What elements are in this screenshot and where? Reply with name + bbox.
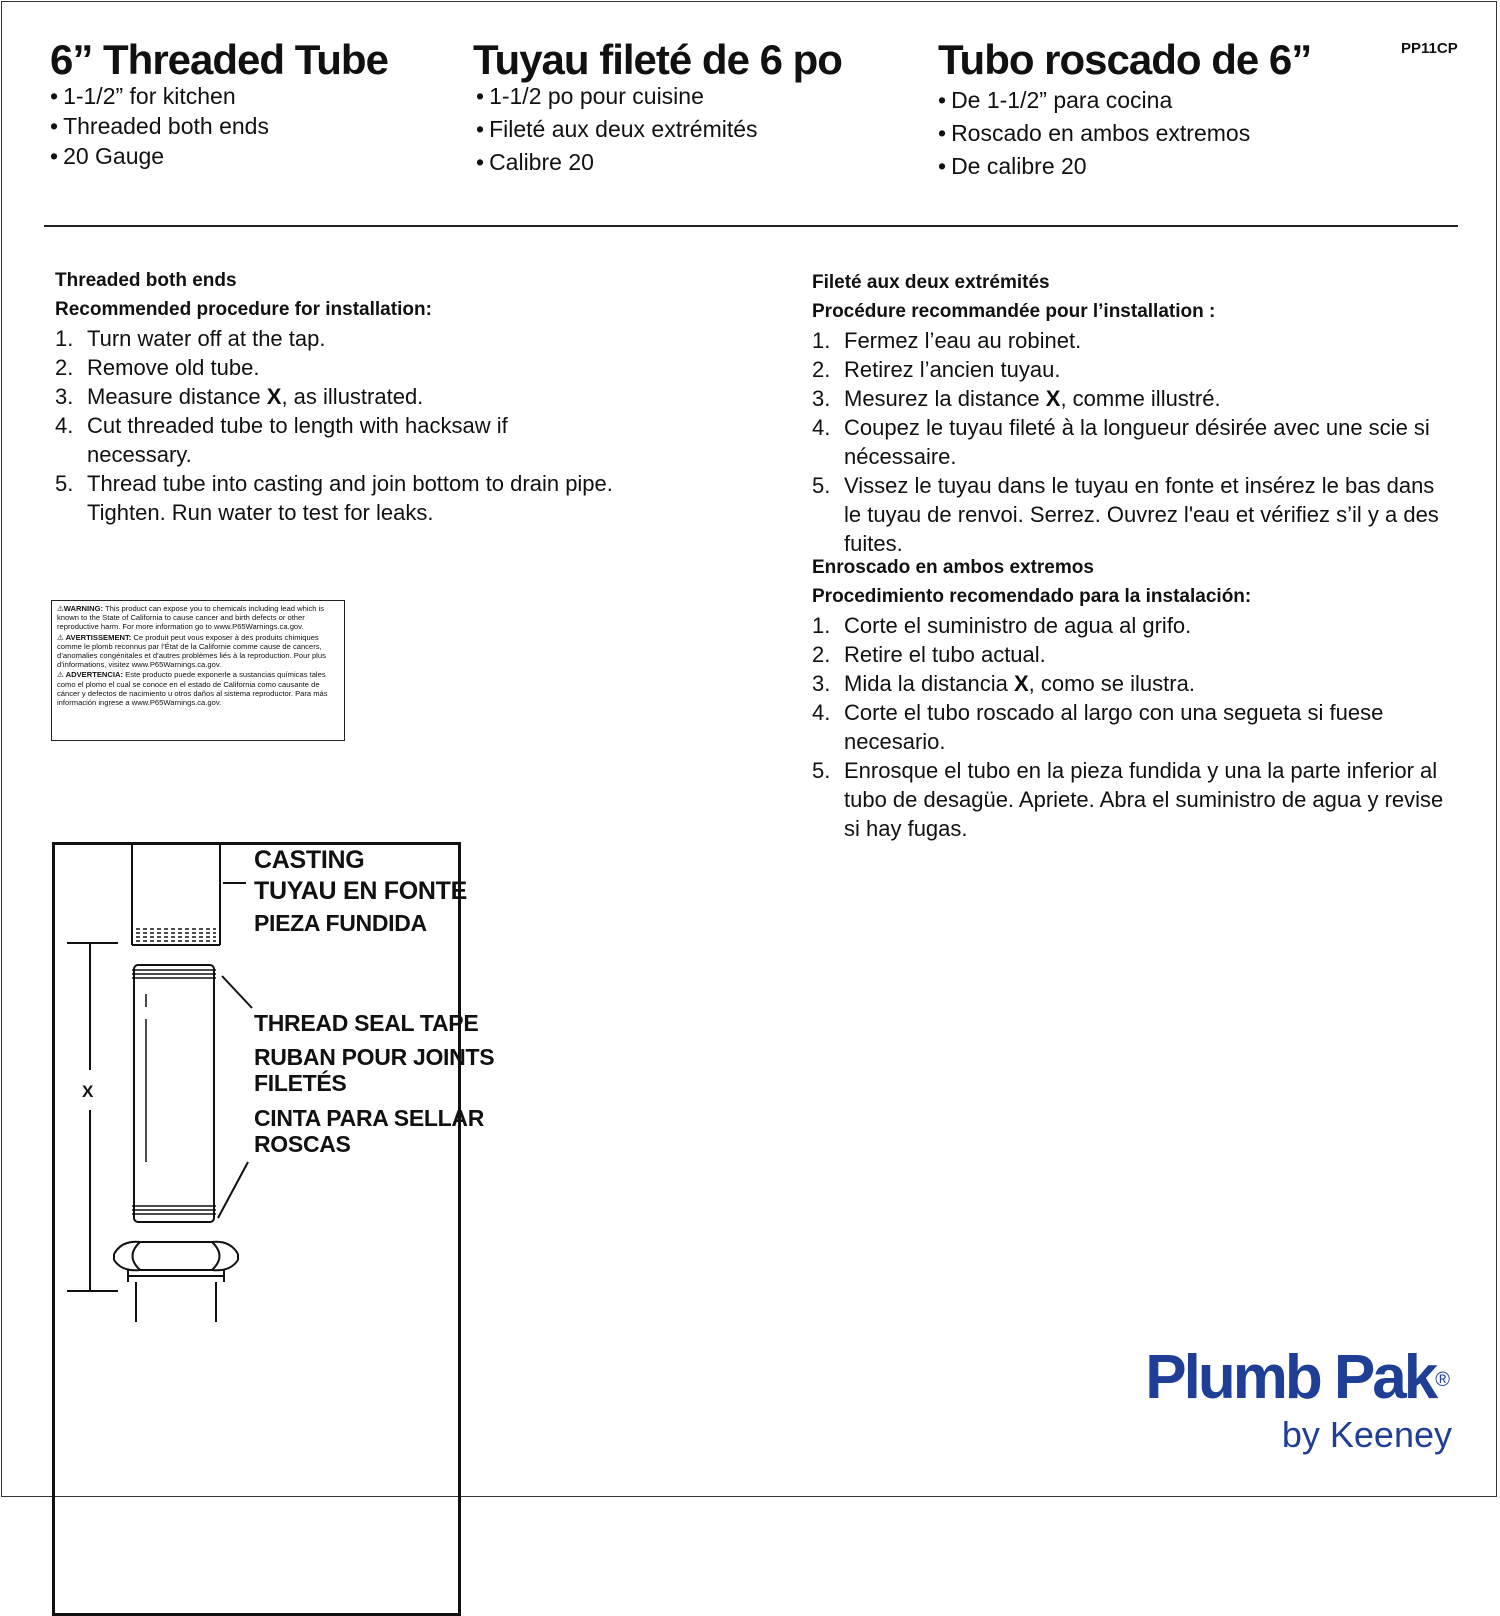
warning-spanish: ⚠ ADVERTENCIA: Este producto puede exponerle a sustancias químicas tales como el plomo el cual se conoce en el estado de California como causante de cáncer y defectos de nacimiento u otros daños al sistema reproductor. Para más información ingrese a www.P65Warnings.ca.gov. [57, 670, 328, 708]
steps-list [55, 324, 615, 527]
drain-pipe-shape [136, 1282, 216, 1322]
header-divider [44, 225, 1458, 227]
tape-label-fr-1: RUBAN POUR JOINTS [254, 1044, 495, 1070]
registered-mark: ® [1435, 1369, 1450, 1391]
casting-label-en: CASTING [254, 846, 365, 874]
step-item: 3. Mida la distancia X, como se ilustra. [812, 671, 1195, 696]
feature-item: • 20 Gauge [50, 141, 269, 171]
warning-english: ⚠WARNING: This product can expose you to chemicals including lead which is known to the State of California to cause cancer and birth defects or other reproductive harm. For more information go to www.P65Warnings.ca.gov. [57, 604, 325, 632]
step-item: 3. Mesurez la distance X, comme illustré. [812, 386, 1221, 411]
slip-nut-shape [114, 1242, 238, 1282]
title-french: Tuyau fileté de 6 po [473, 36, 842, 83]
step-item: 1. Turn water off at the tap. [55, 326, 326, 351]
casting-label-fr: TUYAU EN FONTE [254, 877, 467, 905]
threaded-tube-shape [132, 965, 216, 1222]
product-code: PP11CP [1401, 40, 1458, 57]
step-item: 2. Retirez l’ancien tuyau. [812, 357, 1061, 382]
steps-list [812, 326, 1442, 558]
section-subheading: Procédure recommandée pour l’installation : [812, 301, 1216, 322]
tape-label-es-1: CINTA PARA SELLAR [254, 1105, 484, 1131]
step-item: 4. Coupez le tuyau fileté à la longueur désirée avec une scie si nécessaire. [812, 415, 1430, 469]
feature-item: • Roscado en ambos extremos [938, 117, 1250, 150]
instructions-french [812, 268, 1442, 558]
section-heading: Fileté aux deux extrémités [812, 272, 1050, 293]
step-item: 1. Corte el suministro de agua al grifo. [812, 613, 1192, 638]
feature-item: • 1-1/2 po pour cuisine [476, 80, 758, 113]
step-item: 4. Corte el tubo roscado al largo con una segueta si fuese necesario. [812, 700, 1384, 754]
plumb-pak-logo [1128, 1345, 1450, 1455]
section-heading: Enroscado en ambos extremos [812, 557, 1094, 578]
title-spanish: Tubo roscado de 6” [938, 36, 1312, 83]
brand-byline: by Keeney [1281, 1414, 1452, 1455]
step-item: 1. Fermez l’eau au robinet. [812, 328, 1082, 353]
feature-item: • 1-1/2” for kitchen [50, 81, 269, 111]
feature-item: • Threaded both ends [50, 111, 269, 141]
feature-item: • Calibre 20 [476, 146, 758, 179]
dimension-x-label: X [82, 1082, 94, 1101]
step-item: 5. Vissez le tuyau dans le tuyau en fonte et insérez le bas dans le tuyau de renvoi. Serrez. Ouvrez l'eau et vérifiez s’il y a des fuites. [812, 473, 1439, 556]
step-item: 3. Measure distance X, as illustrated. [55, 384, 424, 409]
features-spanish [938, 84, 1250, 183]
tape-leader-line-top [222, 976, 252, 1008]
features-french [476, 80, 758, 179]
section-subheading: Procedimiento recomendado para la instalación: [812, 586, 1252, 607]
step-item: 5. Thread tube into casting and join bottom to drain pipe. Tighten. Run water to test for leaks. [55, 471, 613, 525]
tape-leader-line-bottom [218, 1162, 248, 1218]
features-english [50, 81, 269, 171]
step-item: 2. Remove old tube. [55, 355, 260, 380]
steps-list [812, 611, 1452, 843]
dimension-x-line [67, 943, 118, 1291]
section-heading: Threaded both ends [55, 270, 237, 291]
step-item: 5. Enrosque el tubo en la pieza fundida y una la parte inferior al tubo de desagüe. Apriete. Abra el suministro de agua y revise si hay fugas. [812, 758, 1444, 841]
step-item: 4. Cut threaded tube to length with hacksaw if necessary. [55, 413, 508, 467]
warning-french: ⚠ AVERTISSEMENT: Ce produit peut vous exposer à des produits chimiques comme le plomb reconnus par l’État de la Californie comme cause de cancers, d’anomalies congénitales et d’autres problèmes liés à la reproduction. Pour plus d’informations, visitez www.P65Warnings.ca.gov. [57, 632, 326, 670]
feature-item: • De 1-1/2” para cocina [938, 84, 1250, 117]
tape-label-fr-2: FILETÉS [254, 1070, 347, 1096]
casting-label-es: PIEZA FUNDIDA [254, 910, 427, 936]
prop65-warning-box [51, 600, 345, 741]
casting-shape [132, 845, 220, 945]
section-subheading: Recommended procedure for installation: [55, 299, 432, 320]
brand-name: Plumb Pak® [1145, 1343, 1450, 1412]
instructions-spanish [812, 553, 1452, 843]
instructions-english [55, 266, 615, 527]
feature-item: • Fileté aux deux extrémités [476, 113, 758, 146]
tape-label-en: THREAD SEAL TAPE [254, 1010, 479, 1036]
step-item: 2. Retire el tubo actual. [812, 642, 1046, 667]
title-english: 6” Threaded Tube [50, 36, 388, 83]
feature-item: • De calibre 20 [938, 150, 1250, 183]
tape-label-es-2: ROSCAS [254, 1131, 351, 1157]
